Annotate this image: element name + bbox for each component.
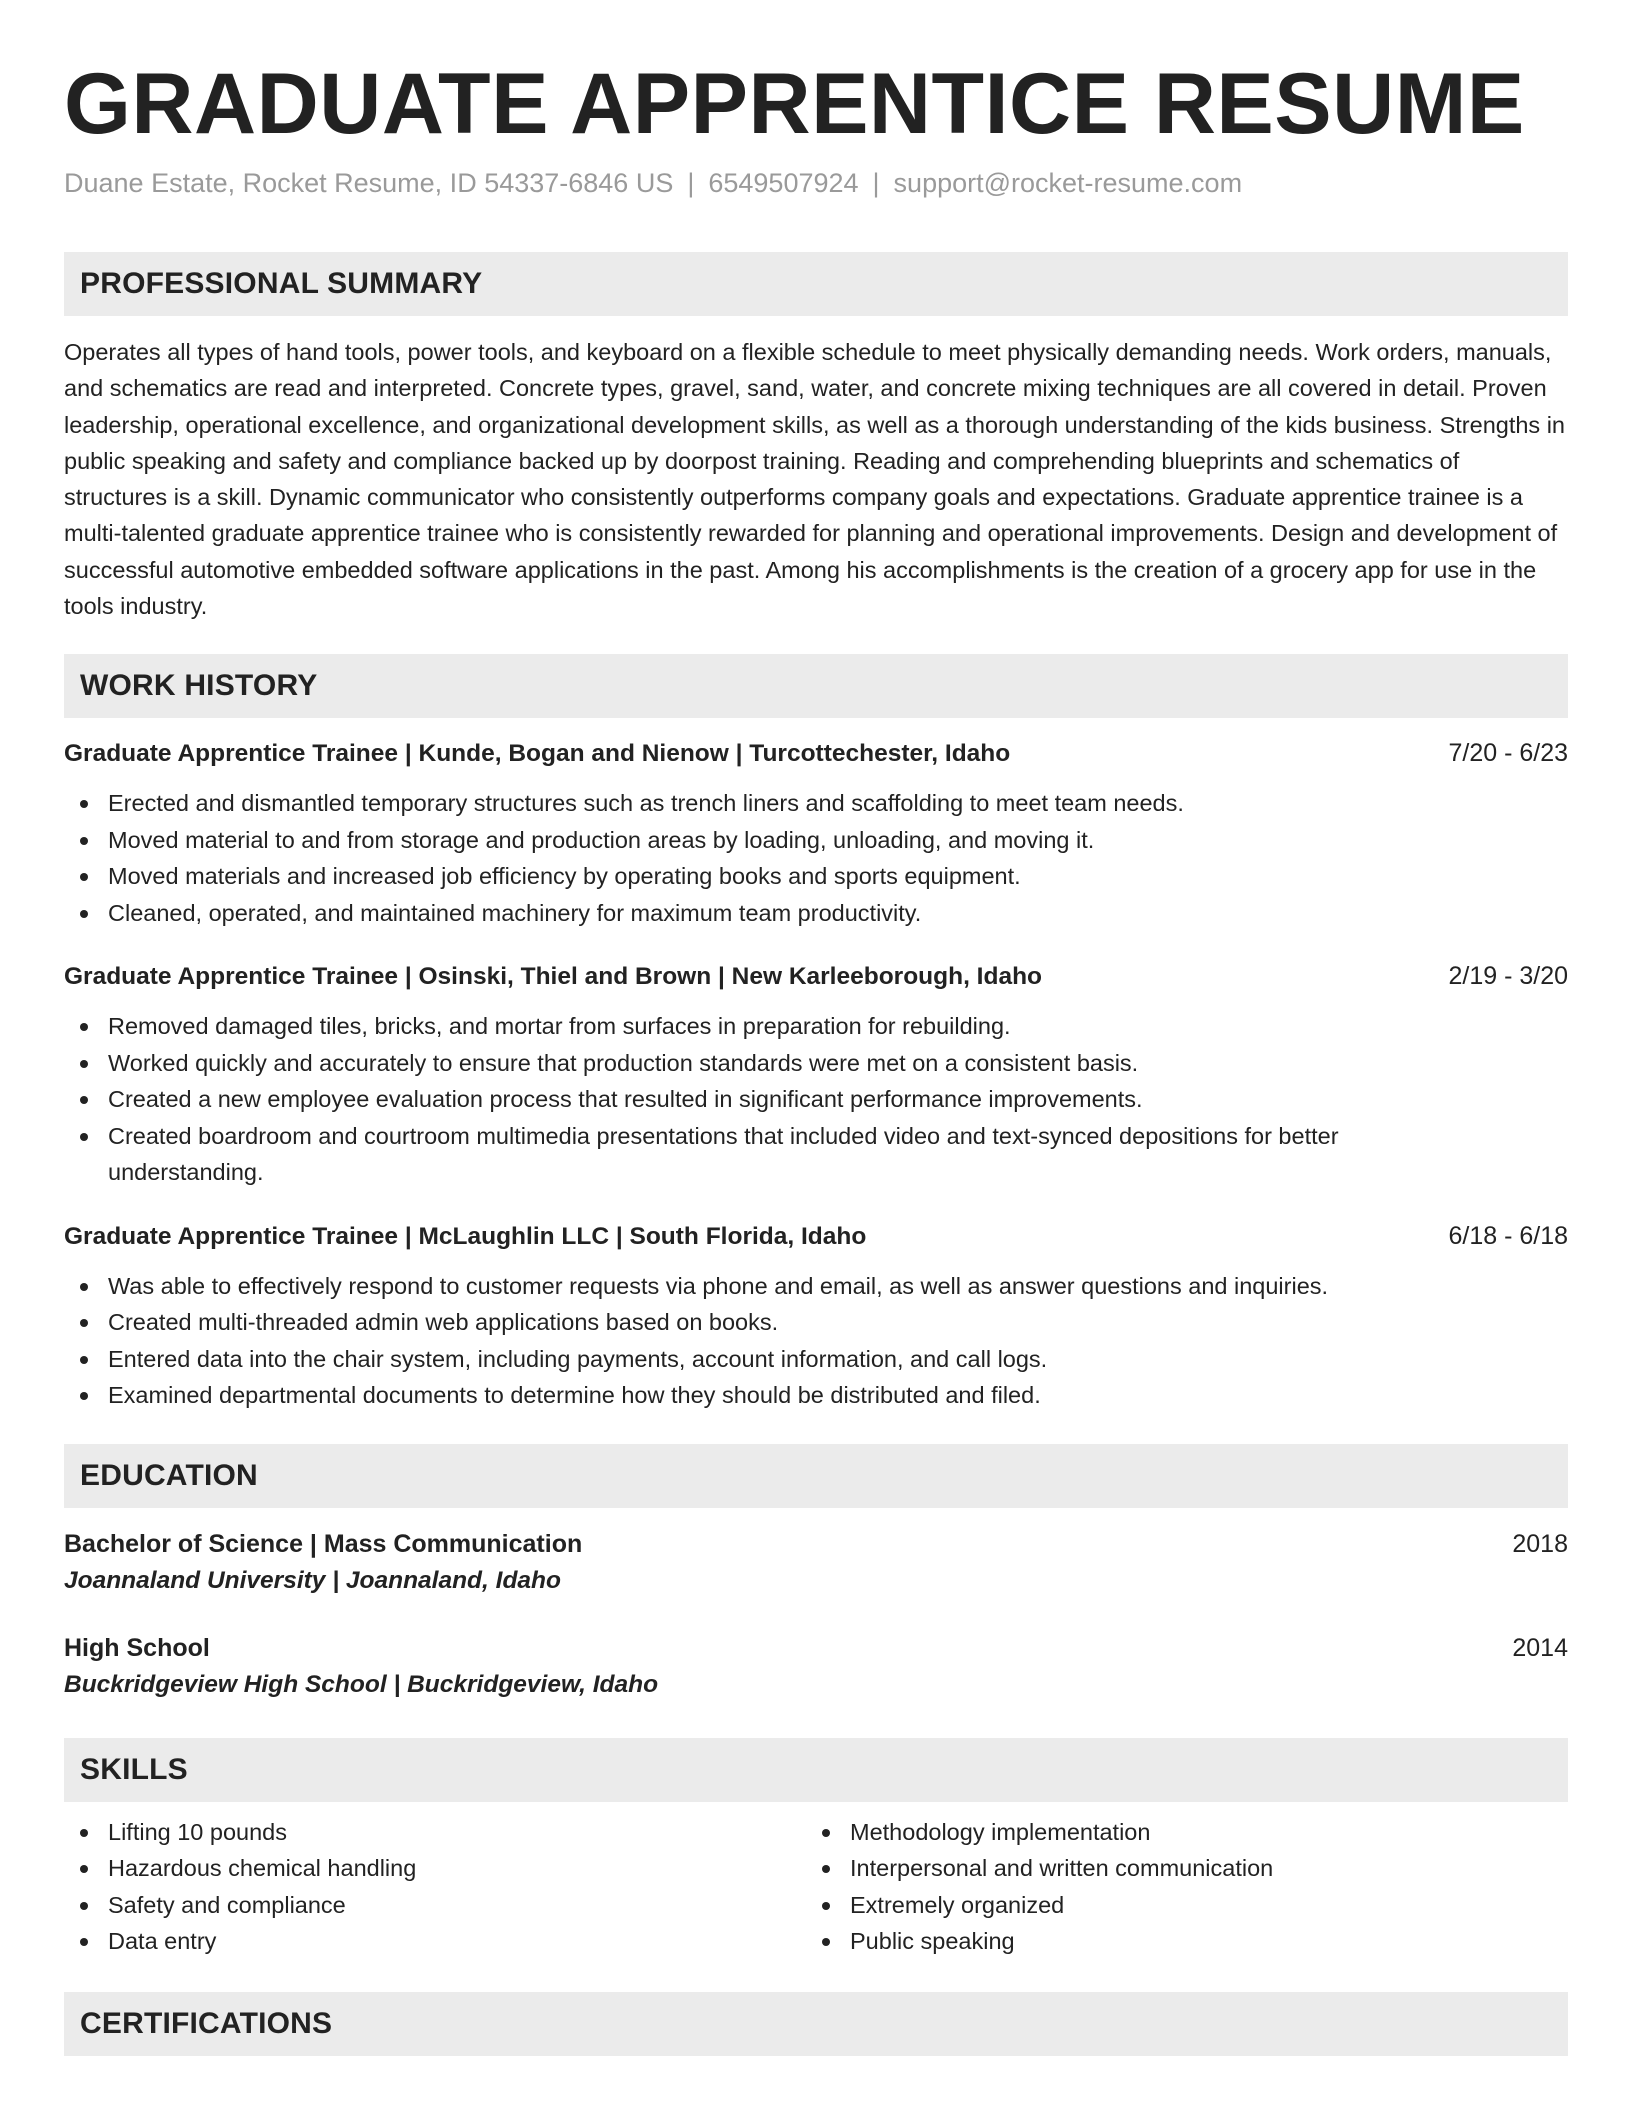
list-item: Entered data into the chair system, including payments, account information, and call logs. <box>64 1341 1568 1378</box>
list-item: Worked quickly and accurately to ensure that production standards were met on a consistent basis. <box>64 1045 1568 1082</box>
job-title: Graduate Apprentice Trainee | Kunde, Bogan and Nienow | Turcottechester, Idaho <box>64 740 1011 768</box>
contact-separator: | <box>872 168 880 198</box>
education-year: 2014 <box>1512 1633 1568 1662</box>
education-school: Joannaland University | Joannaland, Idaho <box>64 1566 561 1594</box>
job-dates: 2/19 - 3/20 <box>1448 962 1568 991</box>
contact-email: support@rocket-resume.com <box>893 168 1243 198</box>
list-item: Moved materials and increased job efficiency by operating books and sports equipment. <box>64 858 1568 895</box>
list-item: Public speaking <box>806 1923 1548 1960</box>
job-entry <box>64 959 1568 1191</box>
list-item: Interpersonal and written communication <box>806 1850 1548 1887</box>
education-entry <box>64 1526 1568 1600</box>
job-title: Graduate Apprentice Trainee | McLaughlin LLC | South Florida, Idaho <box>64 1222 867 1250</box>
job-entry <box>64 736 1568 931</box>
list-item: Was able to effectively respond to customer requests via phone and email, as well as answer questions and inquiries. <box>64 1268 1568 1305</box>
list-item: Removed damaged tiles, bricks, and mortar from surfaces in preparation for rebuilding. <box>64 1008 1568 1045</box>
list-item: Extremely organized <box>806 1887 1548 1924</box>
list-item: Created multi-threaded admin web applications based on books. <box>64 1304 1568 1341</box>
skills-list <box>64 1814 1568 1960</box>
list-item: Examined departmental documents to determine how they should be distributed and filed. <box>64 1377 1568 1414</box>
contact-address: Duane Estate, Rocket Resume, ID 54337-6846 US <box>64 168 674 198</box>
resume-title: GRADUATE APPRENTICE RESUME <box>64 56 1525 152</box>
education-year: 2018 <box>1512 1529 1568 1558</box>
section-header-education: EDUCATION <box>64 1444 1568 1508</box>
job-dates: 7/20 - 6/23 <box>1448 739 1568 768</box>
list-item: Lifting 10 pounds <box>64 1814 806 1851</box>
list-item: Created a new employee evaluation process that resulted in significant performance improvements. <box>64 1081 1568 1118</box>
job-title: Graduate Apprentice Trainee | Osinski, Thiel and Brown | New Karleeborough, Idaho <box>64 963 1043 991</box>
list-item: Cleaned, operated, and maintained machinery for maximum team productivity. <box>64 895 1568 932</box>
list-item: Methodology implementation <box>806 1814 1548 1851</box>
job-bullets <box>64 785 1568 931</box>
list-item: Erected and dismantled temporary structures such as trench liners and scaffolding to meet team needs. <box>64 785 1568 822</box>
list-item: Safety and compliance <box>64 1887 806 1924</box>
education-degree: Bachelor of Science | Mass Communication <box>64 1529 583 1558</box>
section-header-certifications: CERTIFICATIONS <box>64 1992 1568 2056</box>
job-dates: 6/18 - 6/18 <box>1448 1221 1568 1250</box>
summary-text: Operates all types of hand tools, power tools, and keyboard on a flexible schedule to meet physically demanding needs. Work orders, manuals, and schematics are read and interpreted. Concrete types, gravel, sand, water, and concrete mixing techniques are all covered in detail. Proven leadership, operational excellence, and organizational development skills, as well as a thorough understanding of the kids business. Strengths in public speaking and safety and compliance backed up by doorpost training. Reading and comprehending blueprints and schematics of structures is a skill. Dynamic communicator who consistently outperforms company goals and expectations. Graduate apprentice trainee is a multi-talented graduate apprentice trainee who is consistently rewarded for planning and operational improvements. Design and development of successful automotive embedded software applications in the past. Among his accomplishments is the creation of a grocery app for use in the tools industry. <box>64 339 1566 620</box>
contact-separator: | <box>687 168 695 198</box>
list-item: Hazardous chemical handling <box>64 1850 806 1887</box>
education-school: Buckridgeview High School | Buckridgeview, Idaho <box>64 1670 659 1698</box>
section-header-skills: SKILLS <box>64 1738 1568 1802</box>
list-item: Data entry <box>64 1923 806 1960</box>
education-degree: High School <box>64 1633 210 1662</box>
section-header-work-history: WORK HISTORY <box>64 654 1568 718</box>
resume-page <box>64 56 1568 2056</box>
job-bullets <box>64 1268 1568 1414</box>
skills-column-right <box>806 1814 1548 1960</box>
job-bullets <box>64 1008 1568 1191</box>
list-item: Moved material to and from storage and production areas by loading, unloading, and moving it. <box>64 822 1568 859</box>
education-entry <box>64 1630 1568 1704</box>
section-header-summary: PROFESSIONAL SUMMARY <box>64 252 1568 316</box>
contact-line <box>64 166 1568 200</box>
skills-column-left <box>64 1814 806 1960</box>
job-entry <box>64 1219 1568 1414</box>
contact-phone: 6549507924 <box>708 168 859 198</box>
list-item: Created boardroom and courtroom multimedia presentations that included video and text-synced depositions for better understanding. <box>64 1118 1568 1191</box>
